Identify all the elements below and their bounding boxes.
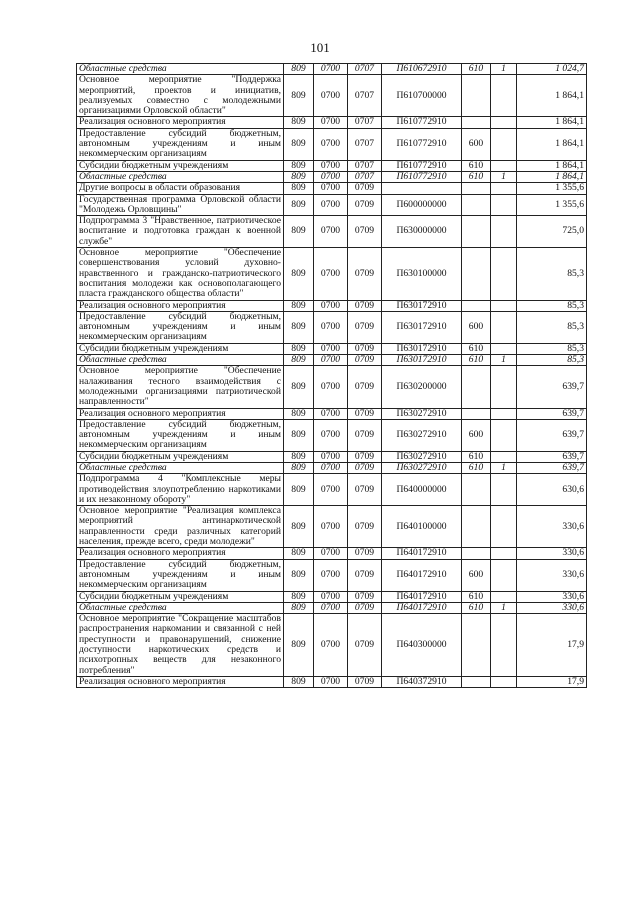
section-code: 0700 [314, 408, 348, 419]
section-code: 0700 [314, 117, 348, 128]
table-row [77, 311, 587, 343]
amount: 639,7 [517, 462, 587, 473]
row-description: Областные средства [77, 64, 284, 75]
ministry-code: 809 [284, 128, 314, 160]
subsection-code: 0709 [348, 506, 382, 548]
expense-type-code: 610 [462, 64, 491, 75]
amount: 330,6 [517, 506, 587, 548]
row-description: Подпрограмма 4 "Комплексные меры противодействия злоупотреблению наркотиками и их незаконному обороту" [77, 474, 284, 506]
row-description: Государственная программа Орловской области "Молодежь Орловщины" [77, 194, 284, 216]
amount: 1 864,1 [517, 75, 587, 117]
expense-type-code [462, 194, 491, 216]
funding-source-code: 1 [491, 171, 517, 182]
table-row [77, 300, 587, 311]
subsection-code: 0709 [348, 300, 382, 311]
table-row [77, 614, 587, 677]
amount: 1 864,1 [517, 160, 587, 171]
ministry-code: 809 [284, 614, 314, 677]
table-row [77, 75, 587, 117]
target-article-code: П630272910 [382, 408, 462, 419]
target-article-code: П610672910 [382, 64, 462, 75]
row-description: Предоставление субсидий бюджетным, автономным учреждениям и иным некоммерческим организациям [77, 419, 284, 451]
target-article-code: П630272910 [382, 462, 462, 473]
subsection-code: 0709 [348, 614, 382, 677]
expense-type-code: 600 [462, 128, 491, 160]
table-row [77, 408, 587, 419]
target-article-code: П640100000 [382, 506, 462, 548]
ministry-code: 809 [284, 160, 314, 171]
table-row [77, 602, 587, 613]
ministry-code: 809 [284, 117, 314, 128]
section-code: 0700 [314, 506, 348, 548]
target-article-code: П630172910 [382, 311, 462, 343]
expense-type-code: 600 [462, 311, 491, 343]
subsection-code: 0709 [348, 602, 382, 613]
table-row [77, 355, 587, 366]
expense-type-code [462, 75, 491, 117]
expense-type-code [462, 248, 491, 300]
expense-type-code [462, 474, 491, 506]
ministry-code: 809 [284, 506, 314, 548]
amount: 17,9 [517, 676, 587, 687]
target-article-code: П610772910 [382, 171, 462, 182]
funding-source-code [491, 548, 517, 559]
funding-source-code [491, 506, 517, 548]
amount: 85,3 [517, 300, 587, 311]
row-description: Реализация основного мероприятия [77, 676, 284, 687]
subsection-code: 0709 [348, 474, 382, 506]
row-description: Субсидии бюджетным учреждениям [77, 343, 284, 354]
ministry-code: 809 [284, 355, 314, 366]
ministry-code: 809 [284, 451, 314, 462]
funding-source-code: 1 [491, 602, 517, 613]
amount: 725,0 [517, 216, 587, 248]
amount: 85,3 [517, 248, 587, 300]
amount: 85,3 [517, 355, 587, 366]
funding-source-code [491, 343, 517, 354]
ministry-code: 809 [284, 311, 314, 343]
subsection-code: 0707 [348, 171, 382, 182]
funding-source-code [491, 366, 517, 408]
amount: 1 864,1 [517, 128, 587, 160]
row-description: Основное мероприятие "Сокращение масштабов распространения наркомании и связанной с ней преступности и правонарушений, снижение доступности наркотических средств и психотропных веществ для незаконного потребления" [77, 614, 284, 677]
row-description: Предоставление субсидий бюджетным, автономным учреждениям и иным некоммерческим организациям [77, 128, 284, 160]
row-description: Другие вопросы в области образования [77, 183, 284, 194]
expense-type-code [462, 408, 491, 419]
target-article-code: П630100000 [382, 248, 462, 300]
funding-source-code [491, 559, 517, 591]
amount: 639,7 [517, 451, 587, 462]
section-code: 0700 [314, 614, 348, 677]
section-code: 0700 [314, 366, 348, 408]
table-row [77, 248, 587, 300]
table-row [77, 506, 587, 548]
subsection-code: 0707 [348, 128, 382, 160]
funding-source-code [491, 128, 517, 160]
section-code: 0700 [314, 602, 348, 613]
amount: 85,3 [517, 343, 587, 354]
table-row [77, 366, 587, 408]
row-description: Подпрограмма 3 "Нравственное, патриотическое воспитание и подготовка граждан к военной службе" [77, 216, 284, 248]
table-row [77, 128, 587, 160]
amount: 630,6 [517, 474, 587, 506]
target-article-code: П640172910 [382, 548, 462, 559]
row-description: Основное мероприятие "Обеспечение налаживания тесного взаимодействия с молодежными организациями патриотической направленности" [77, 366, 284, 408]
subsection-code: 0709 [348, 216, 382, 248]
ministry-code: 809 [284, 419, 314, 451]
ministry-code: 809 [284, 216, 314, 248]
expense-type-code [462, 366, 491, 408]
subsection-code: 0709 [348, 559, 382, 591]
table-row [77, 117, 587, 128]
amount: 17,9 [517, 614, 587, 677]
table-row [77, 419, 587, 451]
subsection-code: 0709 [348, 355, 382, 366]
row-description: Областные средства [77, 355, 284, 366]
subsection-code: 0709 [348, 194, 382, 216]
subsection-code: 0709 [348, 248, 382, 300]
table-row [77, 548, 587, 559]
section-code: 0700 [314, 160, 348, 171]
section-code: 0700 [314, 419, 348, 451]
row-description: Субсидии бюджетным учреждениям [77, 160, 284, 171]
subsection-code: 0709 [348, 451, 382, 462]
target-article-code: П610772910 [382, 117, 462, 128]
subsection-code: 0709 [348, 419, 382, 451]
section-code: 0700 [314, 128, 348, 160]
funding-source-code [491, 183, 517, 194]
subsection-code: 0707 [348, 117, 382, 128]
amount: 330,6 [517, 559, 587, 591]
funding-source-code [491, 676, 517, 687]
amount: 639,7 [517, 366, 587, 408]
ministry-code: 809 [284, 559, 314, 591]
target-article-code: П640172910 [382, 602, 462, 613]
subsection-code: 0709 [348, 366, 382, 408]
amount: 1 024,7 [517, 64, 587, 75]
section-code: 0700 [314, 559, 348, 591]
expense-type-code: 610 [462, 602, 491, 613]
subsection-code: 0709 [348, 462, 382, 473]
expense-type-code [462, 300, 491, 311]
row-description: Основное мероприятие "Поддержка мероприятий, проектов и инициатив, реализуемых совместно с молодежными организациями Орловской области" [77, 75, 284, 117]
amount: 1 355,6 [517, 194, 587, 216]
expense-type-code: 610 [462, 343, 491, 354]
target-article-code [382, 183, 462, 194]
row-description: Реализация основного мероприятия [77, 300, 284, 311]
funding-source-code [491, 216, 517, 248]
ministry-code: 809 [284, 194, 314, 216]
ministry-code: 809 [284, 343, 314, 354]
amount: 1 355,6 [517, 183, 587, 194]
target-article-code: П630172910 [382, 343, 462, 354]
section-code: 0700 [314, 355, 348, 366]
expense-type-code: 610 [462, 451, 491, 462]
table-row [77, 451, 587, 462]
subsection-code: 0709 [348, 591, 382, 602]
expense-type-code [462, 506, 491, 548]
ministry-code: 809 [284, 462, 314, 473]
subsection-code: 0709 [348, 676, 382, 687]
row-description: Субсидии бюджетным учреждениям [77, 591, 284, 602]
target-article-code: П630272910 [382, 451, 462, 462]
subsection-code: 0709 [348, 183, 382, 194]
target-article-code: П600000000 [382, 194, 462, 216]
row-description: Реализация основного мероприятия [77, 408, 284, 419]
expense-type-code: 610 [462, 171, 491, 182]
expense-type-code: 610 [462, 355, 491, 366]
table-row [77, 183, 587, 194]
target-article-code: П630172910 [382, 300, 462, 311]
ministry-code: 809 [284, 366, 314, 408]
funding-source-code [491, 419, 517, 451]
expense-type-code [462, 676, 491, 687]
section-code: 0700 [314, 451, 348, 462]
row-description: Основное мероприятие "Реализация комплекса мероприятий антинаркотической направленности среди различных категорий населения, прежде всего, среди молодежи" [77, 506, 284, 548]
funding-source-code: 1 [491, 64, 517, 75]
ministry-code: 809 [284, 602, 314, 613]
ministry-code: 809 [284, 183, 314, 194]
expense-type-code: 610 [462, 160, 491, 171]
expense-type-code [462, 614, 491, 677]
amount: 330,6 [517, 602, 587, 613]
table-row [77, 160, 587, 171]
ministry-code: 809 [284, 248, 314, 300]
ministry-code: 809 [284, 676, 314, 687]
expense-type-code: 610 [462, 462, 491, 473]
expense-type-code [462, 117, 491, 128]
row-description: Реализация основного мероприятия [77, 548, 284, 559]
funding-source-code [491, 117, 517, 128]
funding-source-code [491, 160, 517, 171]
subsection-code: 0707 [348, 160, 382, 171]
target-article-code: П610772910 [382, 128, 462, 160]
row-description: Предоставление субсидий бюджетным, автономным учреждениям и иным некоммерческим организациям [77, 311, 284, 343]
target-article-code: П630172910 [382, 355, 462, 366]
funding-source-code [491, 300, 517, 311]
target-article-code: П640372910 [382, 676, 462, 687]
funding-source-code [491, 248, 517, 300]
table-row [77, 194, 587, 216]
subsection-code: 0709 [348, 311, 382, 343]
target-article-code: П630000000 [382, 216, 462, 248]
row-description: Субсидии бюджетным учреждениям [77, 451, 284, 462]
section-code: 0700 [314, 548, 348, 559]
table-row [77, 216, 587, 248]
expense-type-code [462, 183, 491, 194]
target-article-code: П640000000 [382, 474, 462, 506]
table-row [77, 171, 587, 182]
ministry-code: 809 [284, 75, 314, 117]
subsection-code: 0709 [348, 548, 382, 559]
section-code: 0700 [314, 474, 348, 506]
amount: 1 864,1 [517, 117, 587, 128]
section-code: 0700 [314, 194, 348, 216]
expense-type-code [462, 216, 491, 248]
funding-source-code [491, 194, 517, 216]
subsection-code: 0707 [348, 75, 382, 117]
funding-source-code [491, 451, 517, 462]
table-row [77, 474, 587, 506]
target-article-code: П640172910 [382, 591, 462, 602]
page-number: 101 [310, 40, 330, 55]
funding-source-code [491, 591, 517, 602]
expense-type-code [462, 548, 491, 559]
ministry-code: 809 [284, 548, 314, 559]
amount: 85,3 [517, 311, 587, 343]
subsection-code: 0707 [348, 64, 382, 75]
table-row [77, 591, 587, 602]
funding-source-code [491, 75, 517, 117]
funding-source-code [491, 408, 517, 419]
amount: 639,7 [517, 408, 587, 419]
table-row [77, 462, 587, 473]
target-article-code: П610772910 [382, 160, 462, 171]
section-code: 0700 [314, 216, 348, 248]
expense-type-code: 600 [462, 419, 491, 451]
row-description: Областные средства [77, 602, 284, 613]
row-description: Областные средства [77, 462, 284, 473]
ministry-code: 809 [284, 171, 314, 182]
funding-source-code: 1 [491, 355, 517, 366]
budget-table [76, 63, 587, 688]
ministry-code: 809 [284, 591, 314, 602]
table-body [77, 64, 587, 688]
section-code: 0700 [314, 183, 348, 194]
ministry-code: 809 [284, 474, 314, 506]
funding-source-code [491, 311, 517, 343]
ministry-code: 809 [284, 408, 314, 419]
subsection-code: 0709 [348, 343, 382, 354]
amount: 1 864,1 [517, 171, 587, 182]
target-article-code: П630200000 [382, 366, 462, 408]
table-row [77, 559, 587, 591]
expense-type-code: 600 [462, 559, 491, 591]
funding-source-code [491, 474, 517, 506]
section-code: 0700 [314, 343, 348, 354]
subsection-code: 0709 [348, 408, 382, 419]
section-code: 0700 [314, 248, 348, 300]
target-article-code: П630272910 [382, 419, 462, 451]
target-article-code: П610700000 [382, 75, 462, 117]
funding-source-code: 1 [491, 462, 517, 473]
ministry-code: 809 [284, 64, 314, 75]
section-code: 0700 [314, 64, 348, 75]
section-code: 0700 [314, 462, 348, 473]
section-code: 0700 [314, 75, 348, 117]
row-description: Предоставление субсидий бюджетным, автономным учреждениям и иным некоммерческим организациям [77, 559, 284, 591]
amount: 330,6 [517, 548, 587, 559]
expense-type-code: 610 [462, 591, 491, 602]
section-code: 0700 [314, 171, 348, 182]
row-description: Областные средства [77, 171, 284, 182]
funding-source-code [491, 614, 517, 677]
table-row [77, 676, 587, 687]
section-code: 0700 [314, 591, 348, 602]
amount: 639,7 [517, 419, 587, 451]
row-description: Основное мероприятие "Обеспечение совершенствования условий духовно-нравственного и гражданско-патриотического воспитания молодежи как основополагающего пласта гражданского общества области" [77, 248, 284, 300]
target-article-code: П640172910 [382, 559, 462, 591]
row-description: Реализация основного мероприятия [77, 117, 284, 128]
target-article-code: П640300000 [382, 614, 462, 677]
section-code: 0700 [314, 311, 348, 343]
ministry-code: 809 [284, 300, 314, 311]
section-code: 0700 [314, 676, 348, 687]
table-row [77, 64, 587, 75]
section-code: 0700 [314, 300, 348, 311]
table-row [77, 343, 587, 354]
amount: 330,6 [517, 591, 587, 602]
